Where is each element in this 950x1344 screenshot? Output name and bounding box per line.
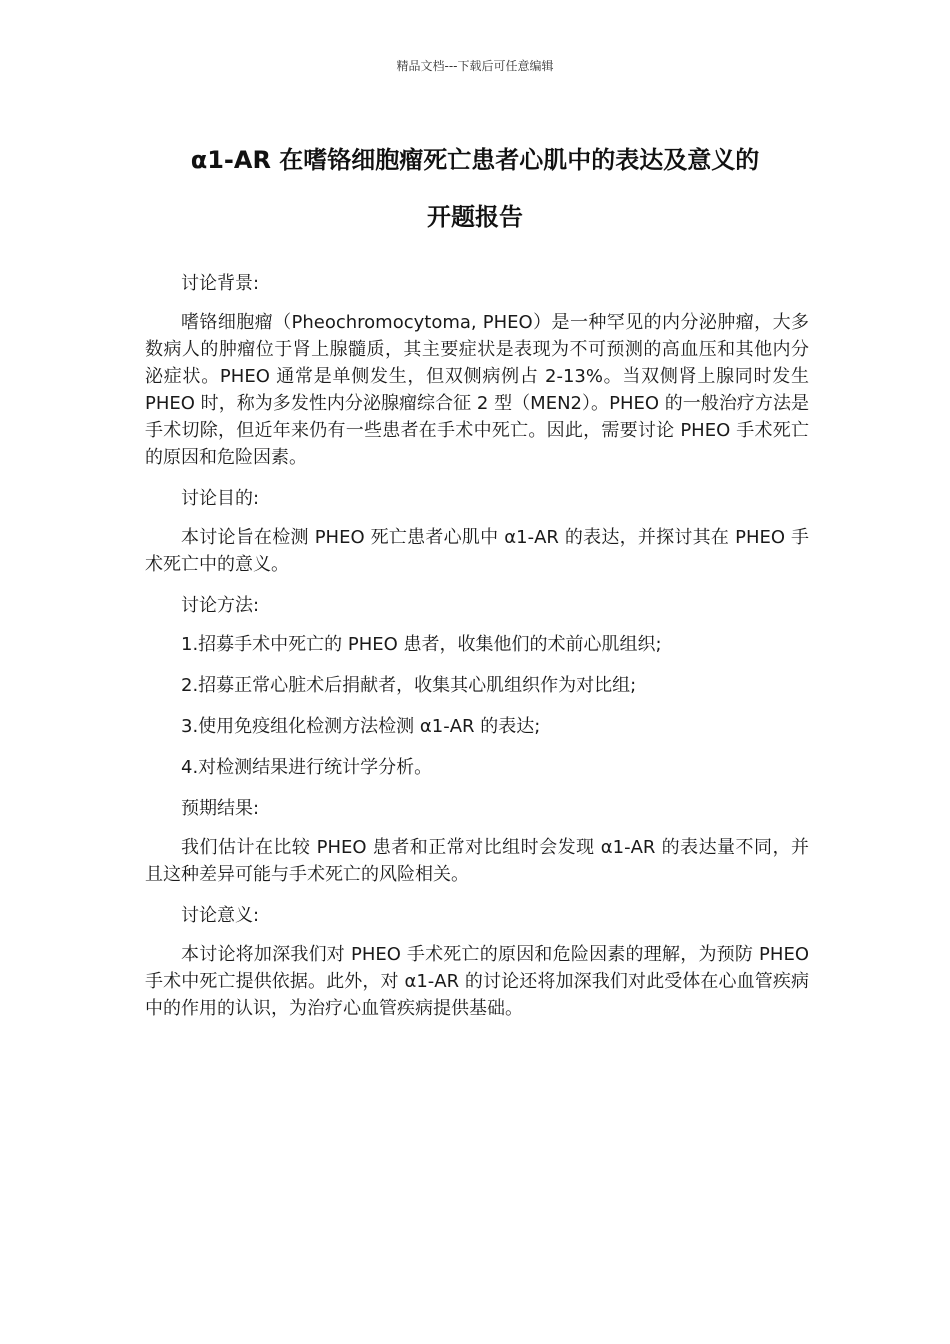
method-heading: 讨论方法: xyxy=(181,595,260,616)
purpose-paragraph: 本讨论旨在检测 PHEO 死亡患者心肌中 α1-AR 的表达，并探讨其在 PHEO 手术死亡中的意义。 xyxy=(145,527,809,575)
background-heading: 讨论背景: xyxy=(181,273,260,294)
expected-heading: 预期结果: xyxy=(181,798,260,819)
document-body xyxy=(145,270,809,1036)
document-title-line-2: 开题报告 xyxy=(427,203,523,231)
significance-heading: 讨论意义: xyxy=(181,905,260,926)
method-item-1: 1.招募手术中死亡的 PHEO 患者，收集他们的术前心肌组织; xyxy=(181,634,662,655)
background-paragraph: 嗜铬细胞瘤（Pheochromocytoma, PHEO）是一种罕见的内分泌肿瘤，大多数病人的肿瘤位于肾上腺髓质，其主要症状是表现为不可预测的高血压和其他内分泌症状。PHEO 通常是单侧发生，但双侧病例占 2-13%。当双侧肾上腺同时发生 PHEO 时，称为多发性内分泌腺瘤综合征 2 型（MEN2）。PHEO 的一般治疗方法是手术切除，但近年来仍有一些患者在手术中死亡。因此，需要讨论 PHEO 手术死亡的原因和危险因素。 xyxy=(145,312,809,468)
purpose-heading: 讨论目的: xyxy=(181,488,260,509)
method-item-2: 2.招募正常心脏术后捐献者，收集其心肌组织作为对比组; xyxy=(181,675,637,696)
method-item-4: 4.对检测结果进行统计学分析。 xyxy=(181,757,433,778)
header-note: 精品文档---下载后可任意编辑 xyxy=(396,59,554,73)
significance-paragraph: 本讨论将加深我们对 PHEO 手术死亡的原因和危险因素的理解，为预防 PHEO 手术中死亡提供依据。此外，对 α1-AR 的讨论还将加深我们对此受体在心血管疾病中的作用的认识，为治疗心血管疾病提供基础。 xyxy=(145,944,809,1019)
method-item-3: 3.使用免疫组化检测方法检测 α1-AR 的表达; xyxy=(181,716,541,737)
document-title-line-1: α1-AR 在嗜铬细胞瘤死亡患者心肌中的表达及意义的 xyxy=(190,146,760,174)
expected-paragraph: 我们估计在比较 PHEO 患者和正常对比组时会发现 α1-AR 的表达量不同，并且这种差异可能与手术死亡的风险相关。 xyxy=(145,837,809,885)
